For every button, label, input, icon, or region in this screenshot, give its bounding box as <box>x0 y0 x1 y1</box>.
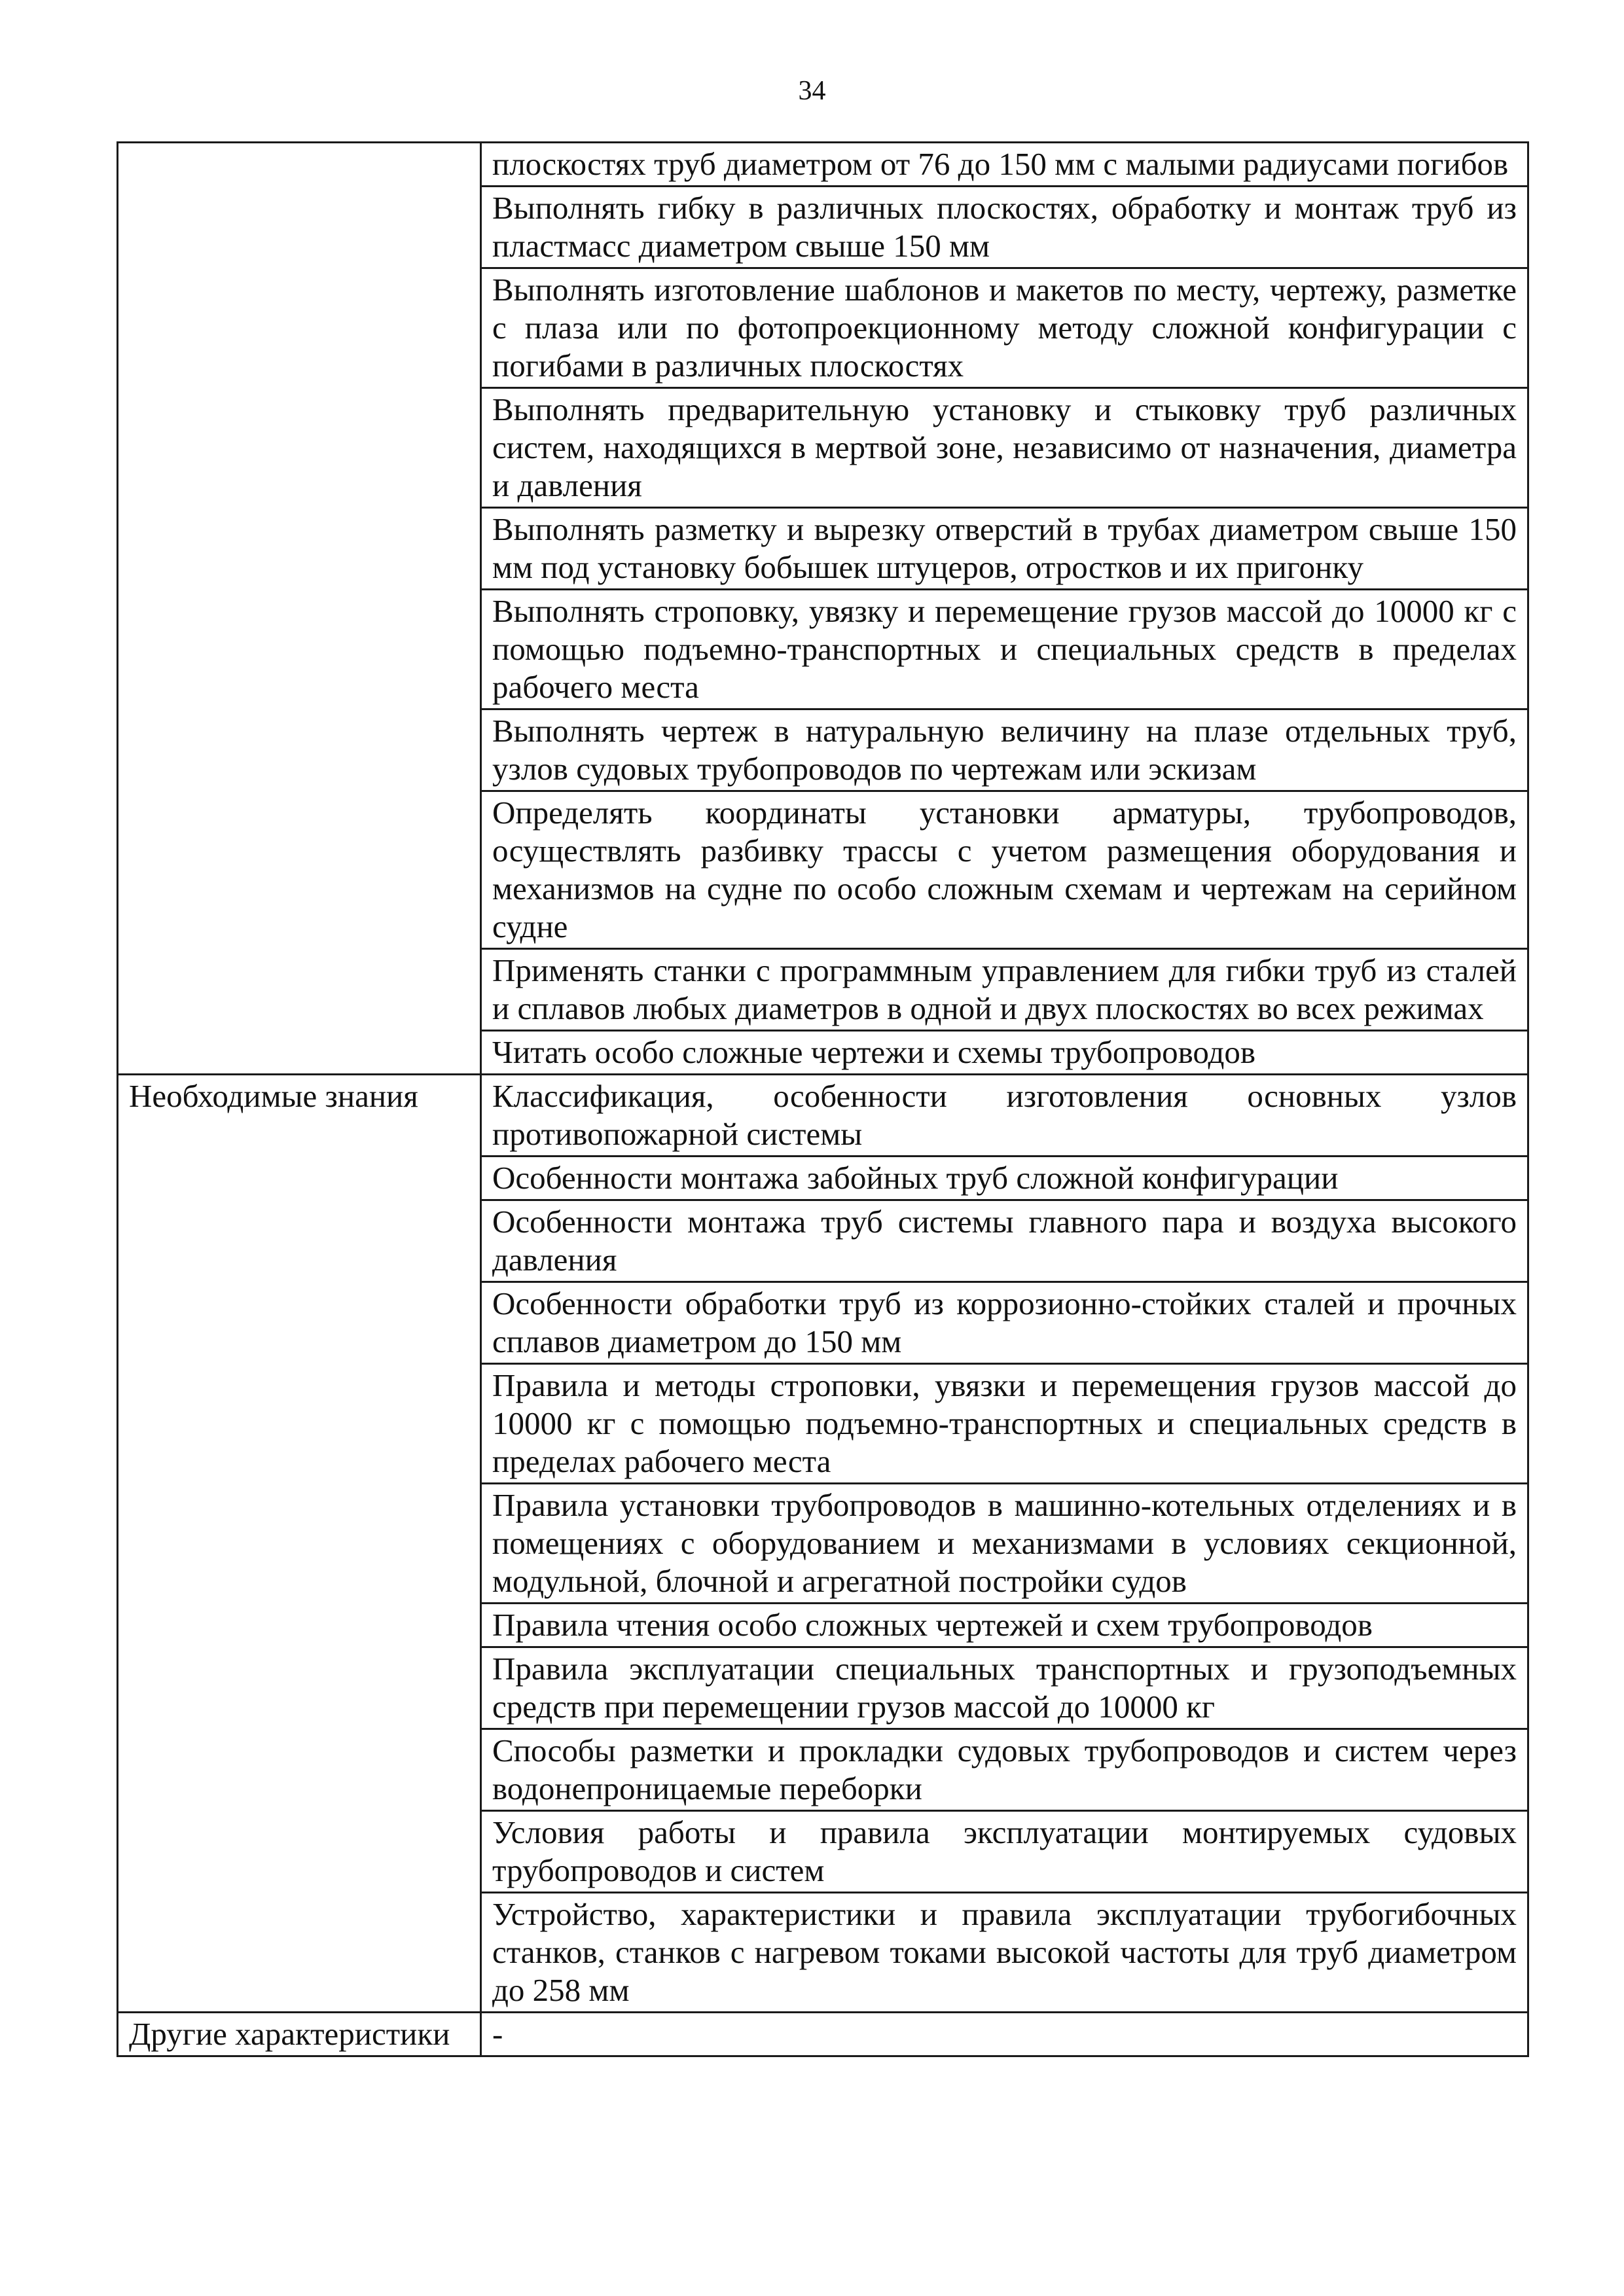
requirement-item: Правила установки трубопроводов в машинно-котельных отделениях и в помещениях с оборудованием и механизмами в условиях секционной, модульной, блочной и агрегатной постройки судов <box>481 1484 1528 1604</box>
requirement-item: Особенности обработки труб из коррозионно-стойких сталей и прочных сплавов диаметром до 150 мм <box>481 1282 1528 1364</box>
table-row <box>118 1075 1528 1157</box>
requirement-item: Особенности монтажа забойных труб сложной конфигурации <box>481 1157 1528 1200</box>
requirement-item: Выполнять изготовление шаблонов и макетов по месту, чертежу, разметке с плаза или по фотопроекционному методу сложной конфигурации с погибами в различных плоскостях <box>481 268 1528 388</box>
requirement-item: Выполнять разметку и вырезку отверстий в трубах диаметром свыше 150 мм под установку бобышек штуцеров, отростков и их пригонку <box>481 508 1528 590</box>
requirement-item: Правила и методы строповки, увязки и перемещения грузов массой до 10000 кг с помощью подъемно-транспортных и специальных средств в пределах рабочего места <box>481 1364 1528 1484</box>
requirements-table <box>117 141 1529 2057</box>
section-label: Необходимые знания <box>118 1075 481 2013</box>
requirement-item: Применять станки с программным управлением для гибки труб из сталей и сплавов любых диаметров в одной и двух плоскостях во всех режимах <box>481 949 1528 1031</box>
requirements-table-body <box>118 143 1528 2056</box>
requirement-item: Способы разметки и прокладки судовых трубопроводов и систем через водонепроницаемые переборки <box>481 1729 1528 1811</box>
requirement-item: Устройство, характеристики и правила эксплуатации трубогибочных станков, станков с нагревом токами высокой частоты для труб диаметром до 258 мм <box>481 1893 1528 2013</box>
section-label: Другие характеристики <box>118 2013 481 2056</box>
section-label <box>118 143 481 1075</box>
table-row <box>118 143 1528 187</box>
table-row <box>118 2013 1528 2056</box>
requirement-item: Выполнять строповку, увязку и перемещение грузов массой до 10000 кг с помощью подъемно-транспортных и специальных средств в пределах рабочего места <box>481 590 1528 709</box>
requirement-item: Условия работы и правила эксплуатации монтируемых судовых трубопроводов и систем <box>481 1811 1528 1893</box>
requirement-item: Особенности монтажа труб системы главного пара и воздуха высокого давления <box>481 1200 1528 1282</box>
requirement-item: Читать особо сложные чертежи и схемы трубопроводов <box>481 1031 1528 1075</box>
requirement-item: Выполнять предварительную установку и стыковку труб различных систем, находящихся в мертвой зоне, независимо от назначения, диаметра и давления <box>481 388 1528 508</box>
requirement-item: - <box>481 2013 1528 2056</box>
requirement-item: Выполнять чертеж в натуральную величину на плазе отдельных труб, узлов судовых трубопроводов по чертежам или эскизам <box>481 709 1528 791</box>
requirement-item: Определять координаты установки арматуры, трубопроводов, осуществлять разбивку трассы с учетом размещения оборудования и механизмов на судне по особо сложным схемам и чертежам на серийном судне <box>481 791 1528 949</box>
page-number: 34 <box>798 76 826 106</box>
requirement-item: Правила эксплуатации специальных транспортных и грузоподъемных средств при перемещении грузов массой до 10000 кг <box>481 1647 1528 1729</box>
requirement-item: Классификация, особенности изготовления основных узлов противопожарной системы <box>481 1075 1528 1157</box>
requirement-item: Правила чтения особо сложных чертежей и схем трубопроводов <box>481 1604 1528 1647</box>
requirement-item: Выполнять гибку в различных плоскостях, обработку и монтаж труб из пластмасс диаметром свыше 150 мм <box>481 187 1528 268</box>
requirement-item: плоскостях труб диаметром от 76 до 150 мм с малыми радиусами погибов <box>481 143 1528 187</box>
